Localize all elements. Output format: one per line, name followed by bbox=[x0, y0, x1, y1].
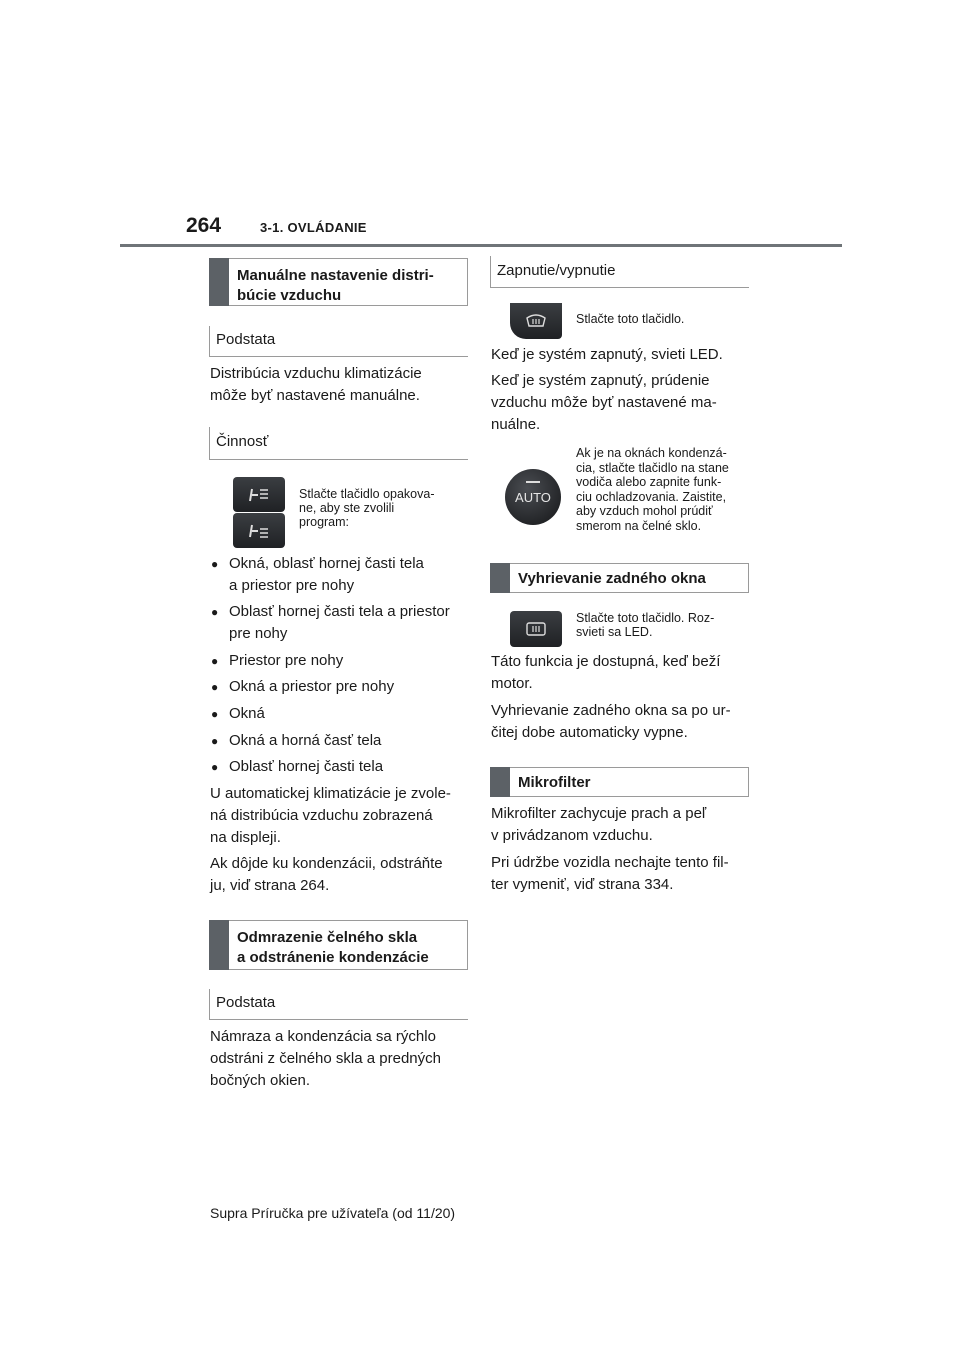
list-item: ● Priestor pre nohy bbox=[211, 650, 343, 672]
page-number: 264 bbox=[186, 214, 222, 237]
list-item: ● Oblasť hornej časti tela a priestor pre nohy bbox=[211, 601, 450, 645]
section-title: Vyhrievanie zadného okna bbox=[518, 570, 706, 587]
press-repeatedly-text: Stlačte tlačidlo opakova- ne, aby ste zvolili program: bbox=[299, 487, 435, 529]
windshield-defrost-icon bbox=[525, 312, 547, 330]
list-item: ● Okná a horná časť tela bbox=[211, 730, 381, 752]
paragraph: Vyhrievanie zadného okna sa po ur- čitej dobe automaticky vypne. bbox=[491, 702, 731, 741]
chapter-title: 3-1. OVLÁDANIE bbox=[260, 220, 367, 235]
seat-air-upper-icon bbox=[246, 485, 272, 505]
section-title: Mikrofilter bbox=[518, 774, 591, 791]
list-item: ● Okná, oblasť hornej časti tela a priestor pre nohy bbox=[211, 553, 424, 597]
auto-info-text: Ak je na oknách kondenzá- cia, stlačte tlačidlo na stane vodiča alebo zapnite funk- ciu ochladzovania. Zaistite, aby vzduch mohol prúdiť smerom na čelné sklo. bbox=[576, 446, 729, 533]
rear-window-defrost-icon bbox=[525, 621, 547, 637]
paragraph: Keď je systém zapnutý, svieti LED. bbox=[491, 346, 723, 363]
defrost-button[interactable] bbox=[510, 303, 562, 339]
subheading-on-off: Zapnutie/vypnutie bbox=[497, 262, 616, 279]
paragraph: Pri údržbe vozidla nechajte tento fil- ter vymeniť, viď strana 334. bbox=[491, 854, 729, 893]
paragraph: Keď je systém zapnutý, prúdenie vzduchu môže byť nastavené ma- nuálne. bbox=[491, 372, 717, 433]
list-item: ● Okná bbox=[211, 703, 265, 725]
footer-text: Supra Príručka pre užívateľa (od 11/20) bbox=[210, 1205, 456, 1221]
led-indicator bbox=[526, 481, 540, 483]
section-box-manual-distribution bbox=[209, 258, 468, 306]
rear-window-heating-button[interactable] bbox=[510, 611, 562, 647]
paragraph: Námraza a kondenzácia sa rýchlo odstráni z čelného skla a predných bočných okien. bbox=[210, 1028, 441, 1089]
section-box-microfilter bbox=[490, 767, 749, 797]
section-title: Manuálne nastavenie distri- búcie vzduchu bbox=[237, 267, 434, 304]
section-box-rear-window-heating bbox=[490, 563, 749, 593]
section-title: Odmrazenie čelného skla a odstránenie kondenzácie bbox=[237, 929, 429, 966]
press-button-led-text: Stlačte toto tlačidlo. Roz- svieti sa LED. bbox=[576, 611, 715, 639]
paragraph: U automatickej klimatizácie je zvole- ná distribúcia vzduchu zobrazená na displeji. bbox=[210, 785, 451, 846]
paragraph: Táto funkcia je dostupná, keď beží motor. bbox=[491, 653, 721, 692]
section-box-defrost bbox=[209, 920, 468, 970]
subheading-cinnost: Činnosť bbox=[216, 433, 269, 450]
list-item: ● Okná a priestor pre nohy bbox=[211, 676, 394, 698]
subheading-podstata: Podstata bbox=[216, 331, 276, 348]
header-rule bbox=[120, 244, 842, 247]
list-item: ● Oblasť hornej časti tela bbox=[211, 756, 383, 778]
paragraph: Mikrofilter zachycuje prach a peľ v privádzanom vzduchu. bbox=[491, 805, 707, 844]
press-button-text: Stlačte toto tlačidlo. bbox=[576, 312, 685, 326]
paragraph: Ak dôjde ku kondenzácii, odstráňte ju, viď strana 264. bbox=[210, 855, 443, 894]
auto-button[interactable] bbox=[505, 469, 561, 525]
seat-air-lower-icon bbox=[246, 521, 272, 541]
air-distribution-upper-button[interactable] bbox=[233, 477, 285, 512]
paragraph: Distribúcia vzduchu klimatizácie môže byť nastavené manuálne. bbox=[210, 365, 422, 404]
auto-label: AUTO bbox=[515, 490, 551, 505]
air-distribution-lower-button[interactable] bbox=[233, 513, 285, 548]
subheading-podstata: Podstata bbox=[216, 994, 276, 1011]
